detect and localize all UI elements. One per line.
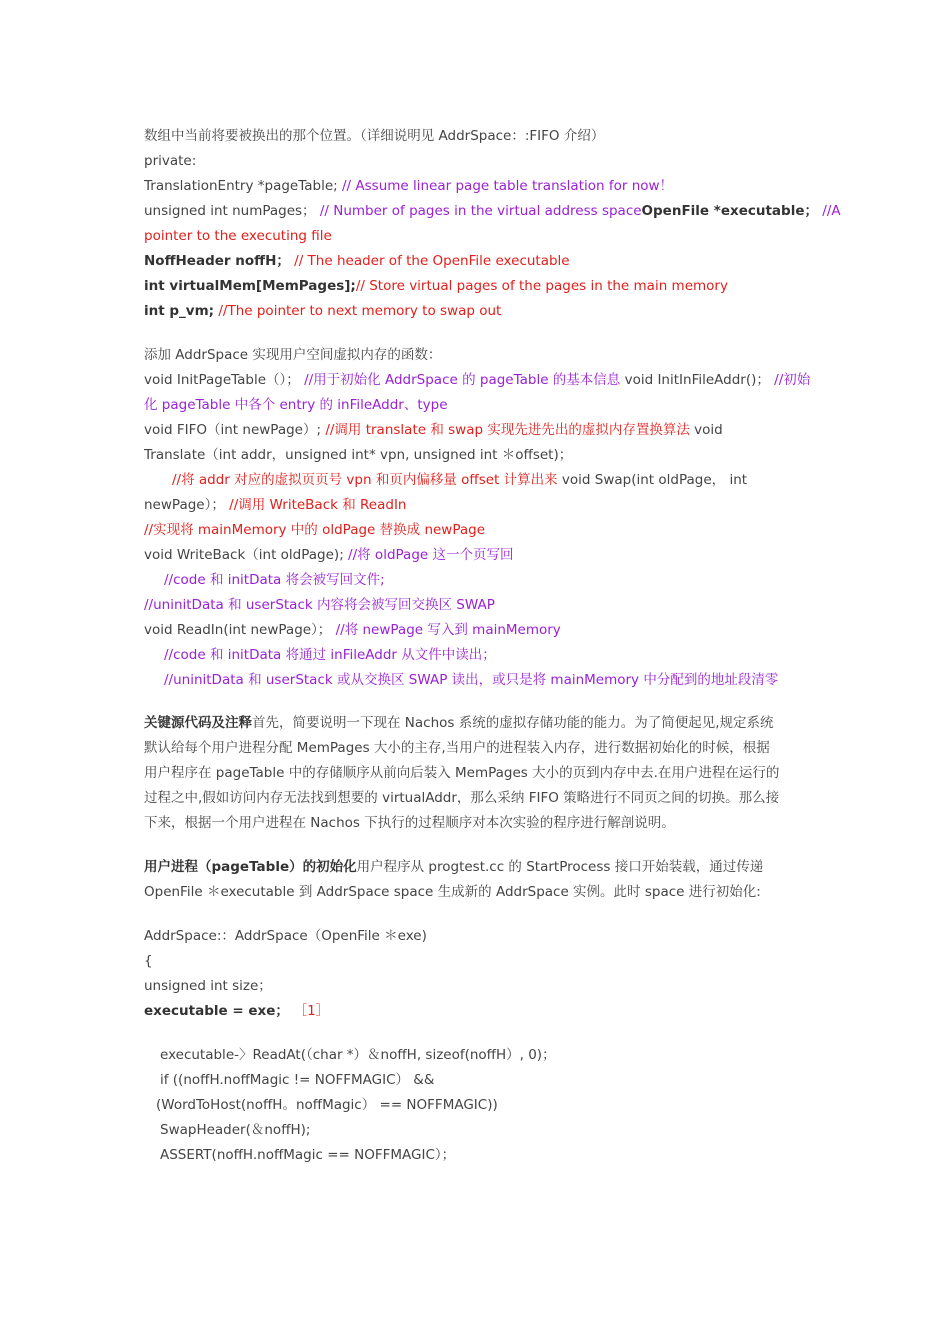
comment-line: pointer to the executing file bbox=[144, 228, 332, 244]
comment: //将 newPage 写入到 mainMemory bbox=[335, 622, 561, 638]
section-heading: 用户进程（pageTable）的初始化 bbox=[144, 859, 357, 875]
code-line bbox=[144, 174, 810, 199]
code: void FIFO（int newPage）; bbox=[144, 422, 326, 438]
code: void WriteBack（int oldPage); bbox=[144, 547, 349, 563]
code-bold: executable = exe； bbox=[144, 1003, 294, 1019]
code-line: { bbox=[144, 953, 153, 969]
code: void InitPageTable（）； bbox=[144, 372, 305, 388]
comment: //The pointer to next memory to swap out bbox=[214, 303, 502, 319]
comment-line: //实现将 mainMemory 中的 oldPage 替换成 newPage bbox=[144, 522, 486, 538]
code: void Swap(int oldPage， int bbox=[557, 472, 748, 488]
paragraph-line bbox=[144, 711, 810, 736]
code-bold: int virtualMem[MemPages]; bbox=[144, 278, 356, 294]
comment-line: //code 和 initData 将通过 inFileAddr 从文件中读出； bbox=[164, 647, 496, 663]
comment-line: //uninitData 和 userStack 内容将会被写回交换区 SWAP bbox=[144, 597, 495, 613]
code-line: executable-〉ReadAt(（char *）＆noffH, sizeof(noffH）, 0)； bbox=[160, 1047, 556, 1063]
code: void InitInFileAddr()； bbox=[620, 372, 775, 388]
code-line bbox=[144, 999, 810, 1024]
code-line: SwapHeader(＆noffH); bbox=[160, 1122, 311, 1138]
paragraph-line: OpenFile ＊executable 到 AddrSpace space 生成新的 AddrSpace 实例。此时 space 进行初始化: bbox=[144, 884, 761, 900]
comment: //用于初始化 AddrSpace 的 pageTable 的基本信息 bbox=[304, 372, 621, 388]
comment: // The header of the OpenFile executable bbox=[289, 253, 570, 269]
code: void bbox=[689, 422, 723, 438]
comment-line: //code 和 initData 将会被写回文件; bbox=[164, 572, 385, 588]
code-line bbox=[144, 418, 810, 443]
comment: //将 oldPage 这一个页写回 bbox=[348, 547, 514, 563]
text-line: 添加 AddrSpace 实现用户空间虚拟内存的函数： bbox=[144, 347, 442, 363]
code-line bbox=[144, 368, 810, 393]
code-line: if ((noffH.noffMagic != NOFFMAGIC） && bbox=[160, 1072, 435, 1088]
code-line bbox=[144, 618, 810, 643]
text-line: 数组中当前将要被换出的那个位置。（详细说明见 AddrSpace：:FIFO 介绍） bbox=[144, 128, 605, 144]
code-line: unsigned int size； bbox=[144, 978, 272, 994]
comment: // Store virtual pages of the pages in the main memory bbox=[355, 278, 728, 294]
section-heading: 关键源代码及注释 bbox=[144, 715, 252, 731]
paragraph-line: 下来，根据一个用户进程在 Nachos 下执行的过程顺序对本次实验的程序进行解剖说明。 bbox=[144, 815, 675, 831]
code-line bbox=[172, 468, 810, 493]
code-line: ASSERT(noffH.noffMagic == NOFFMAGIC）； bbox=[160, 1147, 456, 1163]
paragraph-text: 用户程序从 progtest.cc 的 StartProcess 接口开始装载，通过传递 bbox=[356, 859, 764, 875]
code: newPage）； bbox=[144, 497, 230, 513]
comment: //将 addr 对应的虚拟页页号 vpn 和页内偏移量 offset 计算出来 bbox=[172, 472, 558, 488]
comment: //初始 bbox=[774, 372, 811, 388]
text-line: private: bbox=[144, 153, 197, 169]
code-line: Translate（int addr，unsigned int* vpn, unsigned int ＊offset)； bbox=[144, 447, 573, 463]
comment: //A bbox=[818, 203, 841, 219]
paragraph-text: 首先，简要说明一下现在 Nachos 系统的虚拟存储功能的能力。为了简便起见,规定系统 bbox=[252, 715, 774, 731]
code-line bbox=[144, 199, 841, 224]
code-line bbox=[144, 274, 810, 299]
paragraph-line: 用户程序在 pageTable 中的存储顺序从前向后装入 MemPages 大小的页到内存中去.在用户进程在运行的 bbox=[144, 765, 780, 781]
code: void ReadIn(int newPage）； bbox=[144, 622, 336, 638]
comment: //调用 WriteBack 和 ReadIn bbox=[229, 497, 407, 513]
comment: // Assume linear page table translation for now！ bbox=[342, 178, 674, 194]
code-line: AddrSpace:：AddrSpace（OpenFile ＊exe) bbox=[144, 928, 427, 944]
code-bold: int p_vm; bbox=[144, 303, 215, 319]
comment-line: //uninitData 和 userStack 或从交换区 SWAP 读出，或只是将 mainMemory 中分配到的地址段清零 bbox=[164, 672, 779, 688]
paragraph-line bbox=[144, 855, 810, 880]
code-line bbox=[144, 249, 810, 274]
code-line: (WordToHost(noffH。noffMagic） == NOFFMAGIC)) bbox=[156, 1097, 498, 1113]
paragraph-line: 过程之中,假如访问内存无法找到想要的 virtualAddr，那么采纳 FIFO 策略进行不同页之间的切换。那么接 bbox=[144, 790, 780, 806]
code: unsigned int numPages； bbox=[144, 203, 320, 219]
comment: // Number of pages in the virtual address space bbox=[319, 203, 642, 219]
reference-marker: ［1］ bbox=[293, 1003, 330, 1019]
code-line bbox=[144, 543, 810, 568]
code-line bbox=[144, 299, 810, 324]
code-line bbox=[144, 493, 810, 518]
code: TranslationEntry *pageTable; bbox=[144, 178, 342, 194]
code-bold: OpenFile *executable； bbox=[641, 203, 818, 219]
comment-line: 化 pageTable 中各个 entry 的 inFileAddr、type bbox=[144, 397, 448, 413]
comment: //调用 translate 和 swap 实现先进先出的虚拟内存置换算法 bbox=[325, 422, 690, 438]
code-bold: NoffHeader noffH； bbox=[144, 253, 290, 269]
paragraph-line: 默认给每个用户进程分配 MemPages 大小的主存,当用户的进程装入内存，进行数据初始化的时候，根据 bbox=[144, 740, 770, 756]
